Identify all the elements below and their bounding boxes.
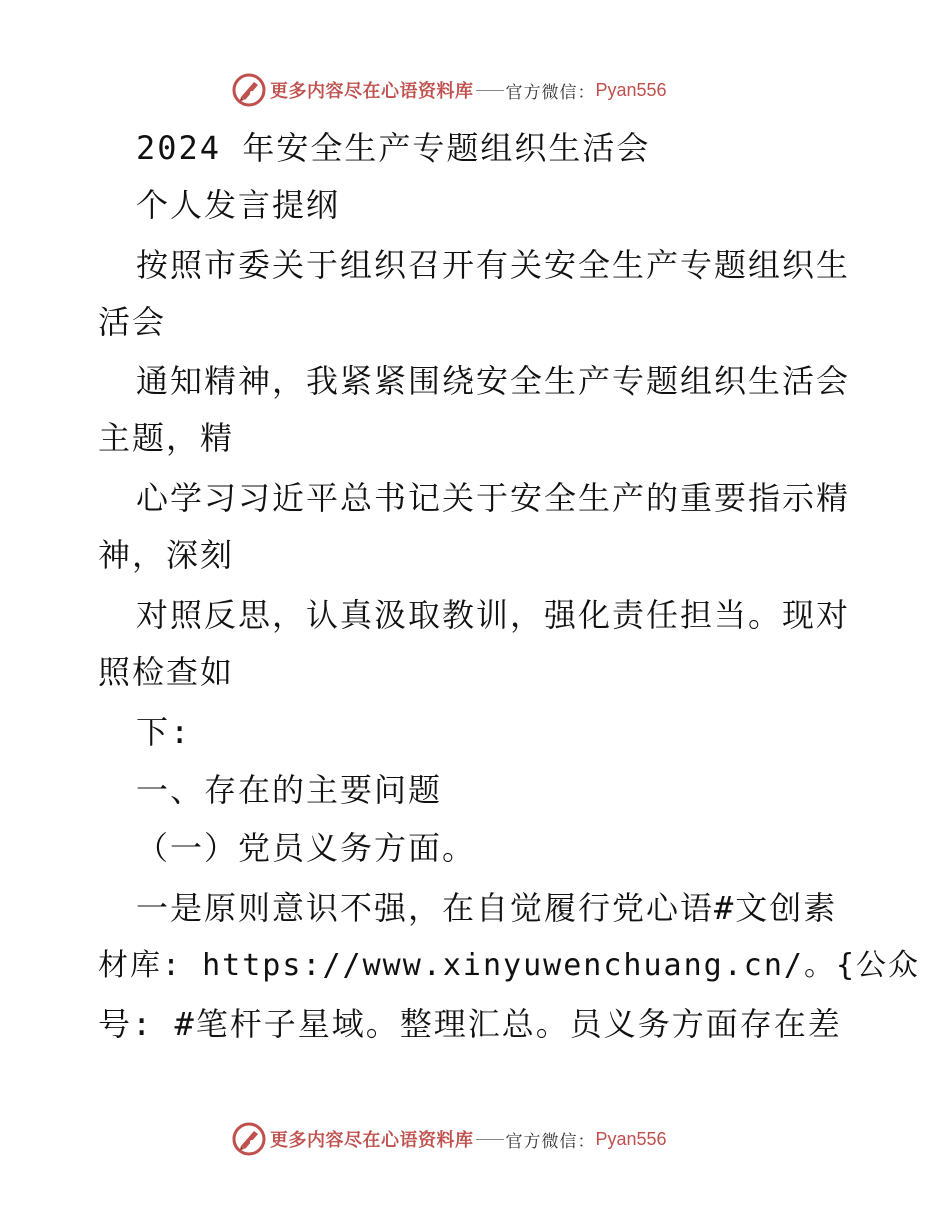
- doc-line: 一是原则意识不强，在自觉履行党心语#文创素: [136, 889, 838, 927]
- watermark-dash: [476, 90, 504, 91]
- doc-line: 按照市委关于组织召开有关安全生产专题组织生: [136, 246, 851, 284]
- watermark-wechat-id: Pyan556: [595, 79, 667, 100]
- section-heading: 一、存在的主要问题: [136, 771, 443, 809]
- header-watermark: [232, 72, 712, 108]
- doc-line: 通知精神，我紧紧围绕安全生产专题组织生活会: [136, 362, 851, 400]
- doc-line: 主题，精: [98, 419, 235, 457]
- watermark-wechat-id: Pyan556: [595, 1128, 667, 1149]
- watermark-dash: [476, 1139, 504, 1140]
- doc-line: 材库: https://www.xinyuwenchuang.cn/。{公众: [98, 948, 921, 983]
- pen-logo-icon: [232, 73, 266, 107]
- watermark-brand: 更多内容尽在心语资料库: [270, 81, 474, 102]
- pen-logo-icon: [232, 1122, 266, 1156]
- doc-line: 照检查如: [98, 653, 235, 691]
- doc-subtitle: 个人发言提纲: [136, 186, 341, 224]
- doc-title: 2024 年安全生产专题组织生活会: [136, 129, 651, 167]
- watermark-official-label: 官方微信：: [505, 1131, 596, 1152]
- doc-line: 对照反思，认真汲取教训，强化责任担当。现对: [136, 596, 851, 634]
- doc-line: 活会: [98, 303, 167, 341]
- subsection-heading: （一）党员义务方面。: [136, 829, 477, 867]
- doc-line: 神，深刻: [98, 536, 235, 574]
- doc-line: 心学习习近平总书记关于安全生产的重要指示精: [136, 479, 851, 517]
- footer-watermark: [232, 1121, 712, 1157]
- doc-line: 下:: [136, 713, 192, 751]
- watermark-official-label: 官方微信：: [505, 82, 596, 103]
- watermark-brand: 更多内容尽在心语资料库: [270, 1130, 474, 1151]
- doc-line: 号: #笔杆子星域。整理汇总。员义务方面存在差: [98, 1005, 842, 1043]
